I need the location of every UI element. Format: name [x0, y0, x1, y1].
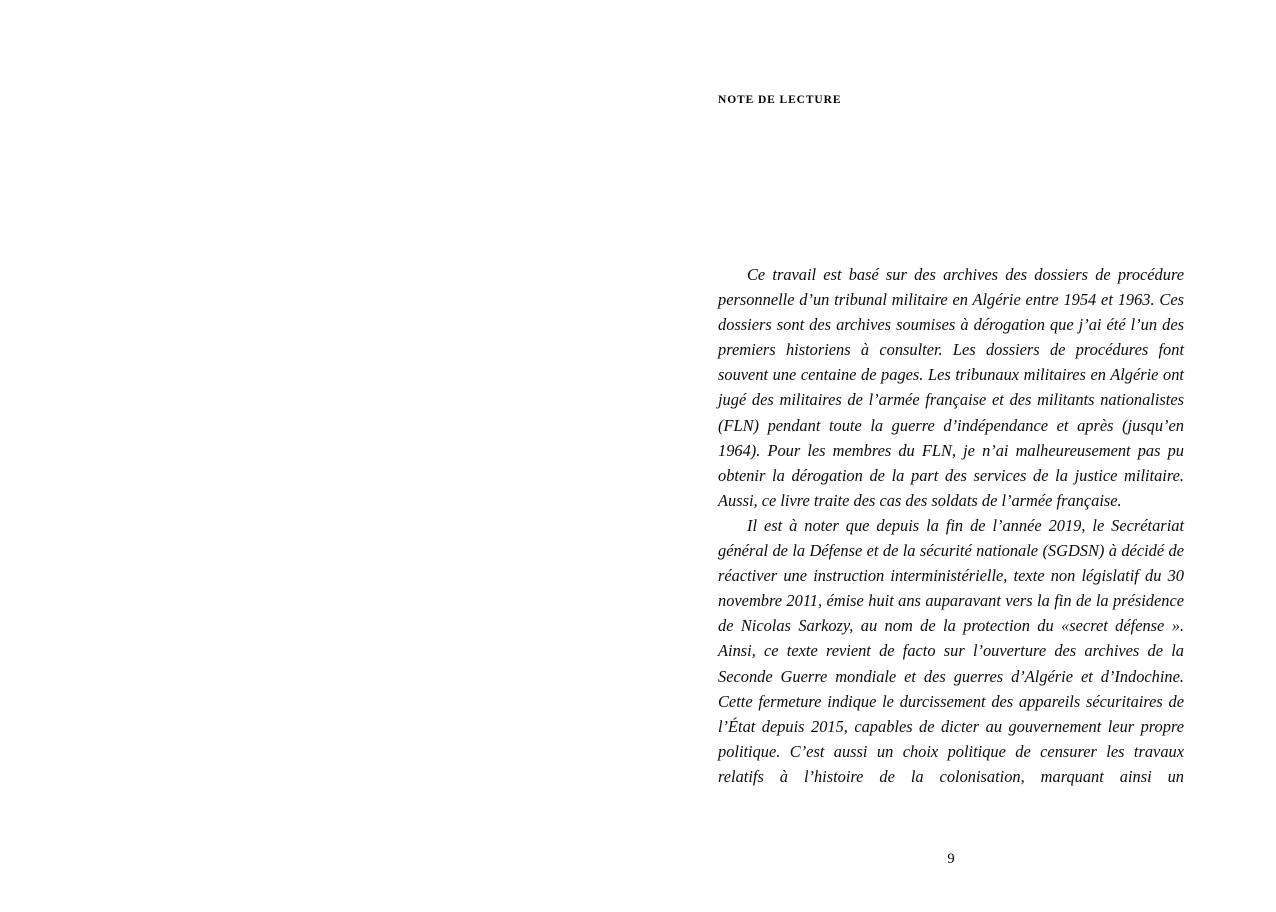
page-number: 9: [947, 851, 955, 867]
body-text: [718, 262, 1184, 814]
running-head: NOTE DE LECTURE: [718, 94, 842, 106]
paragraph: Il est à noter que depuis la fin de l’année 2019, le Secrétariat général de la Défense et de la sécurité nationale (SGDSN) à décidé de réactiver une instruction interministérielle, texte non législatif du 30 novembre 2011, émise huit ans auparavant vers la fin de la présidence de Nicolas Sarkozy, au nom de la protection du «secret défense ». Ainsi, ce texte revient de facto sur l’ouverture des archives de la Seconde Guerre mondiale et des guerres d’Algérie et d’Indochine. Cette fermeture indique le durcissement des appareils sécuritaires de l’État depuis 2015, capables de dicter au gouvernement leur propre politique. C’est aussi un choix politique de censurer les travaux relatifs à l’histoire de la colonisation, marquant ainsi un: [718, 515, 1184, 786]
paragraph: Ce travail est basé sur des archives des dossiers de procédure personnelle d’un tribunal militaire en Algérie entre 1954 et 1963. Ces dossiers sont des archives soumises à dérogation que j’ai été l’un des premiers historiens à consulter. Les dossiers de procédures font souvent une centaine de pages. Les tribunaux militaires en Algérie ont jugé des militaires de l’armée française et des militants nationalistes (FLN) pendant toute la guerre d’indépendance et après (jusqu’en 1964). Pour les membres du FLN, je n’ai malheureusement pas pu obtenir la dérogation de la part des services de la justice militaire. Aussi, ce livre traite des cas des soldats de l’armée française.: [718, 265, 1184, 510]
